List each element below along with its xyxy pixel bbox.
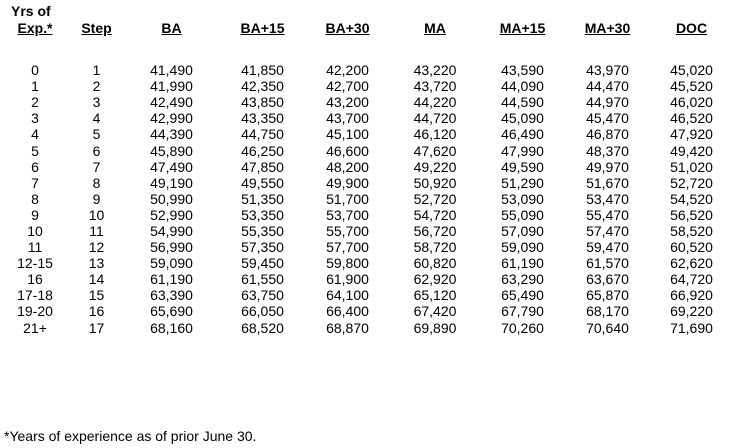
- table-cell: 8: [31, 190, 39, 207]
- table-row: [0, 110, 733, 126]
- table-cell: 48,200: [326, 158, 369, 175]
- table-cell: 44,970: [586, 94, 629, 111]
- table-cell: 61,550: [241, 271, 284, 288]
- table-cell: 41,850: [241, 62, 284, 79]
- table-cell: 56,990: [150, 239, 193, 256]
- table-row: [0, 320, 733, 336]
- table-cell: 55,090: [501, 206, 544, 223]
- table-cell: 52,720: [413, 190, 457, 207]
- table-cell: 63,390: [150, 287, 193, 304]
- header-row: [0, 20, 733, 42]
- table-cell: 49,190: [150, 174, 193, 191]
- table-cell: 45,090: [501, 110, 544, 127]
- table-cell: 59,090: [501, 239, 544, 256]
- table-cell: 41,990: [150, 78, 193, 95]
- table-cell: 56,720: [413, 222, 457, 239]
- table-cell: 49,420: [670, 142, 713, 159]
- table-row: [0, 191, 733, 207]
- table-cell: 47,850: [241, 158, 284, 175]
- table-cell: 44,720: [413, 110, 457, 127]
- spacer-row: [0, 42, 733, 62]
- table-cell: 61,190: [150, 271, 193, 288]
- table-cell: 3: [31, 110, 39, 127]
- table-row: [0, 239, 733, 255]
- table-cell: 43,850: [241, 94, 284, 111]
- table-cell: 65,690: [150, 303, 193, 320]
- table-cell: 16: [88, 303, 105, 320]
- table-cell: 49,590: [501, 158, 544, 175]
- table-cell: 4: [31, 126, 39, 143]
- table-cell: 3: [92, 94, 101, 111]
- table-cell: 61,900: [326, 271, 369, 288]
- table-cell: 45,020: [670, 62, 713, 79]
- table-cell: 12: [88, 239, 105, 256]
- table-cell: 67,790: [501, 303, 544, 320]
- table-row: [0, 223, 733, 239]
- table-cell: 46,120: [413, 126, 457, 143]
- table-cell: 9: [31, 206, 39, 223]
- table-cell: 47,990: [501, 142, 544, 159]
- table-cell: 1: [92, 62, 101, 79]
- column-header-ba: BA: [161, 20, 182, 36]
- table-cell: 57,470: [586, 222, 629, 239]
- table-cell: 58,520: [670, 222, 713, 239]
- table-row: [0, 94, 733, 110]
- table-cell: 55,700: [326, 222, 369, 239]
- table-row: [0, 159, 733, 175]
- table-cell: 49,220: [413, 158, 457, 175]
- table-cell: 68,170: [586, 303, 629, 320]
- table-cell: 71,690: [670, 319, 713, 336]
- table-cell: 42,700: [326, 78, 369, 95]
- column-header-ma30: MA+30: [584, 20, 631, 36]
- table-cell: 51,670: [586, 174, 629, 191]
- table-row: [0, 78, 733, 94]
- table-cell: 14: [88, 271, 105, 288]
- table-cell: 68,520: [241, 319, 284, 336]
- column-header-ma: MA: [424, 20, 446, 36]
- column-header-yrs-of: Yrs of: [11, 3, 51, 19]
- table-cell: 17: [88, 319, 105, 336]
- table-cell: 63,670: [586, 271, 629, 288]
- table-cell: 59,800: [326, 255, 369, 272]
- table-cell: 10: [88, 206, 105, 223]
- table-cell: 15: [88, 287, 105, 304]
- table-row: [0, 126, 733, 142]
- table-row: [0, 255, 733, 271]
- table-cell: 44,590: [501, 94, 544, 111]
- table-cell: 0: [31, 62, 39, 79]
- table-cell: 57,700: [326, 239, 369, 256]
- table-cell: 59,470: [586, 239, 629, 256]
- table-cell: 46,520: [670, 110, 713, 127]
- table-cell: 2: [31, 94, 39, 111]
- table-cell: 68,160: [150, 319, 193, 336]
- table-cell: 43,720: [413, 78, 457, 95]
- table-cell: 44,750: [241, 126, 284, 143]
- table-cell: 47,620: [413, 142, 457, 159]
- table-cell: 11: [27, 239, 43, 256]
- table-row: [0, 175, 733, 191]
- table-cell: 59,090: [150, 255, 193, 272]
- table-cell: 47,920: [670, 126, 713, 143]
- table-cell: 45,100: [326, 126, 369, 143]
- table-cell: 43,700: [326, 110, 369, 127]
- table-cell: 62,920: [413, 271, 457, 288]
- table-cell: 51,700: [326, 190, 369, 207]
- table-cell: 53,350: [241, 206, 284, 223]
- column-header-ma15: MA+15: [499, 20, 546, 36]
- table-cell: 61,570: [586, 255, 629, 272]
- table-cell: 43,220: [413, 62, 457, 79]
- table-cell: 51,350: [241, 190, 284, 207]
- table-cell: 45,890: [150, 142, 193, 159]
- table-cell: 69,220: [670, 303, 713, 320]
- table-cell: 50,920: [413, 174, 457, 191]
- table-cell: 69,890: [413, 319, 457, 336]
- table-cell: 60,820: [413, 255, 457, 272]
- table-cell: 48,370: [586, 142, 629, 159]
- table-cell: 42,350: [241, 78, 284, 95]
- table-cell: 1: [31, 78, 39, 95]
- table-cell: 41,490: [150, 62, 193, 79]
- table-cell: 6: [31, 158, 39, 175]
- table-cell: 58,720: [413, 239, 457, 256]
- table-row: [0, 287, 733, 303]
- table-cell: 8: [92, 174, 101, 191]
- table-cell: 57,090: [501, 222, 544, 239]
- table-cell: 49,550: [241, 174, 284, 191]
- table-cell: 17-18: [17, 287, 53, 304]
- table-cell: 63,290: [501, 271, 544, 288]
- table-cell: 46,020: [670, 94, 713, 111]
- salary-schedule-table: [0, 20, 733, 336]
- table-cell: 61,190: [501, 255, 544, 272]
- table-cell: 54,990: [150, 222, 193, 239]
- table-cell: 2: [92, 78, 101, 95]
- table-cell: 51,290: [501, 174, 544, 191]
- column-header-ba30: BA+30: [325, 20, 370, 36]
- table-row: [0, 271, 733, 287]
- table-cell: 7: [31, 174, 39, 191]
- table-cell: 44,470: [586, 78, 629, 95]
- footnote: *Years of experience as of prior June 30.: [4, 428, 257, 444]
- table-cell: 5: [92, 126, 101, 143]
- table-cell: 42,200: [326, 62, 369, 79]
- table-cell: 19-20: [17, 303, 53, 320]
- table-cell: 68,870: [326, 319, 369, 336]
- table-cell: 52,990: [150, 206, 193, 223]
- table-cell: 54,520: [670, 190, 713, 207]
- table-cell: 42,990: [150, 110, 193, 127]
- table-cell: 46,250: [241, 142, 284, 159]
- table-cell: 70,260: [501, 319, 544, 336]
- table-cell: 51,020: [670, 158, 713, 175]
- table-cell: 5: [31, 142, 39, 159]
- table-cell: 47,490: [150, 158, 193, 175]
- column-header-ba15: BA+15: [240, 20, 285, 36]
- table-cell: 55,470: [586, 206, 629, 223]
- table-cell: 65,490: [501, 287, 544, 304]
- table-row: [0, 207, 733, 223]
- table-cell: 53,090: [501, 190, 544, 207]
- column-header-exp: Exp.*: [17, 20, 53, 36]
- table-cell: 45,470: [586, 110, 629, 127]
- table-cell: 43,970: [586, 62, 629, 79]
- table-cell: 66,920: [670, 287, 713, 304]
- table-cell: 64,100: [326, 287, 369, 304]
- table-cell: 53,470: [586, 190, 629, 207]
- table-cell: 50,990: [150, 190, 193, 207]
- table-cell: 16: [27, 271, 43, 288]
- table-cell: 11: [89, 222, 104, 239]
- table-cell: 66,400: [326, 303, 369, 320]
- table-cell: 6: [92, 142, 101, 159]
- table-cell: 64,720: [670, 271, 713, 288]
- column-header-doc: DOC: [675, 20, 708, 36]
- table-cell: 43,590: [501, 62, 544, 79]
- table-cell: 46,870: [586, 126, 629, 143]
- table-cell: 9: [92, 190, 101, 207]
- table-row: [0, 142, 733, 158]
- table-cell: 66,050: [241, 303, 284, 320]
- table-cell: 13: [88, 255, 105, 272]
- table-cell: 44,390: [150, 126, 193, 143]
- table-cell: 7: [92, 158, 101, 175]
- table-cell: 10: [27, 222, 43, 239]
- table-cell: 45,520: [670, 78, 713, 95]
- table-cell: 49,970: [586, 158, 629, 175]
- table-cell: 65,120: [413, 287, 457, 304]
- table-cell: 55,350: [241, 222, 284, 239]
- table-row: [0, 303, 733, 319]
- table-cell: 12-15: [17, 255, 53, 272]
- table-cell: 43,200: [326, 94, 369, 111]
- table-cell: 43,350: [241, 110, 284, 127]
- table-cell: 49,900: [326, 174, 369, 191]
- table-cell: 21+: [23, 319, 47, 336]
- column-header-step: Step: [81, 20, 112, 36]
- table-cell: 63,750: [241, 287, 284, 304]
- table-cell: 46,600: [326, 142, 369, 159]
- table-cell: 60,520: [670, 239, 713, 256]
- table-cell: 54,720: [413, 206, 457, 223]
- table-cell: 56,520: [670, 206, 713, 223]
- table-cell: 67,420: [413, 303, 457, 320]
- table-cell: 59,450: [241, 255, 284, 272]
- table-row: [0, 62, 733, 78]
- table-cell: 62,620: [670, 255, 713, 272]
- table-cell: 46,490: [501, 126, 544, 143]
- table-cell: 52,720: [670, 174, 713, 191]
- table-cell: 4: [92, 110, 101, 127]
- table-cell: 44,090: [501, 78, 544, 95]
- table-cell: 65,870: [586, 287, 629, 304]
- table-cell: 53,700: [326, 206, 369, 223]
- table-cell: 70,640: [586, 319, 629, 336]
- table-cell: 57,350: [241, 239, 284, 256]
- table-cell: 44,220: [413, 94, 457, 111]
- table-cell: 42,490: [150, 94, 193, 111]
